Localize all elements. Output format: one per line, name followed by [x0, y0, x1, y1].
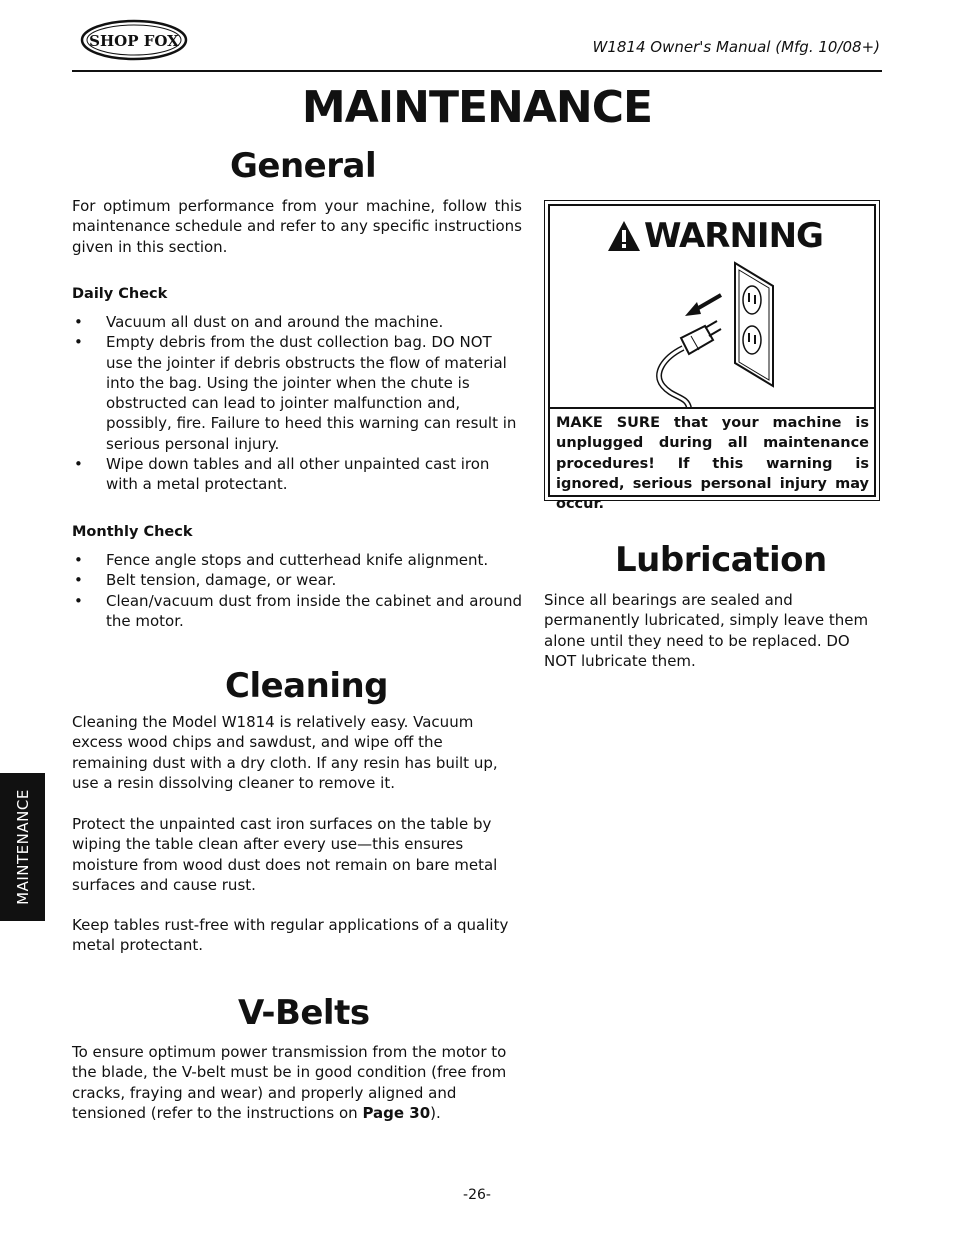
- list-item: • Wipe down tables and all other unpainted cast iron with a metal protectant.: [74, 455, 490, 494]
- page-number: -26-: [463, 1187, 491, 1203]
- shop-fox-logo: [80, 18, 190, 62]
- lubrication-heading: Lubrication: [615, 540, 827, 580]
- list-item: • Clean/vacuum dust from inside the cabinet and around the motor.: [74, 591, 522, 630]
- unplug-outlet-icon: [645, 258, 785, 408]
- vbelts-text: To ensure optimum power transmission from the motor to the blade, the V-belt must be in good condition (free from cracks, fraying and wear) and properly aligned and tensioned (refer to the instructions on Page 30).: [72, 1043, 507, 1122]
- warning-divider: [550, 407, 874, 409]
- page-title: MAINTENANCE: [301, 82, 653, 133]
- vbelts-heading: V-Belts: [238, 993, 370, 1033]
- lubrication-text: Since all bearings are sealed and permanently lubricated, simply leave them alone until they need to be replaced. DO NOT lubricate them.: [544, 591, 869, 670]
- cleaning-heading: Cleaning: [225, 666, 389, 706]
- list-item: • Belt tension, damage, or wear.: [74, 571, 337, 590]
- general-intro: For optimum performance from your machine, follow this maintenance schedule and refer to any specific instructions given in this section.: [72, 197, 522, 256]
- monthly-check-heading: Monthly Check: [72, 524, 193, 540]
- warning-text: MAKE SURE that your machine is unplugged during all maintenance procedures! If this warning is ignored, serious personal injury may occur.: [556, 415, 869, 513]
- list-item: • Empty debris from the dust collection bag. DO NOT use the jointer if debris obstructs the flow of material into the bag. Using the jointer when the chute is obstructed can lead to jointer malfunction and, possibly, fire. Failure to heed this warning can result in serious personal injury.: [74, 333, 517, 453]
- daily-check-list: [72, 312, 522, 495]
- warning-triangle-icon: [606, 219, 642, 253]
- general-heading: General: [230, 146, 377, 186]
- monthly-check-list: [72, 550, 522, 631]
- page-reference: Page 30: [362, 1103, 431, 1122]
- manual-title: W1814 Owner's Manual (Mfg. 10/08+): [592, 38, 880, 56]
- header-divider: [72, 70, 882, 72]
- svg-text:SHOP FOX: SHOP FOX: [89, 32, 179, 50]
- list-item: • Fence angle stops and cutterhead knife alignment.: [74, 551, 489, 569]
- section-side-tab: MAINTENANCE: [0, 773, 45, 921]
- warning-label: WARNING: [644, 216, 823, 256]
- cleaning-paragraph-2: Protect the unpainted cast iron surfaces on the table by wiping the table clean after every use—this ensures moisture from wood dust does not remain on bare metal surfaces and cause rust.: [72, 815, 498, 894]
- cleaning-paragraph-3: Keep tables rust-free with regular applications of a quality metal protectant.: [72, 916, 509, 955]
- warning-box: [544, 200, 880, 513]
- warning-header: [606, 216, 823, 256]
- daily-check-heading: Daily Check: [72, 286, 168, 302]
- list-item: • Vacuum all dust on and around the machine.: [74, 313, 444, 331]
- cleaning-paragraph-1: Cleaning the Model W1814 is relatively easy. Vacuum excess wood chips and sawdust, and wipe off the remaining dust with a dry cloth. If any resin has built up, use a resin dissolving cleaner to remove it.: [72, 713, 498, 792]
